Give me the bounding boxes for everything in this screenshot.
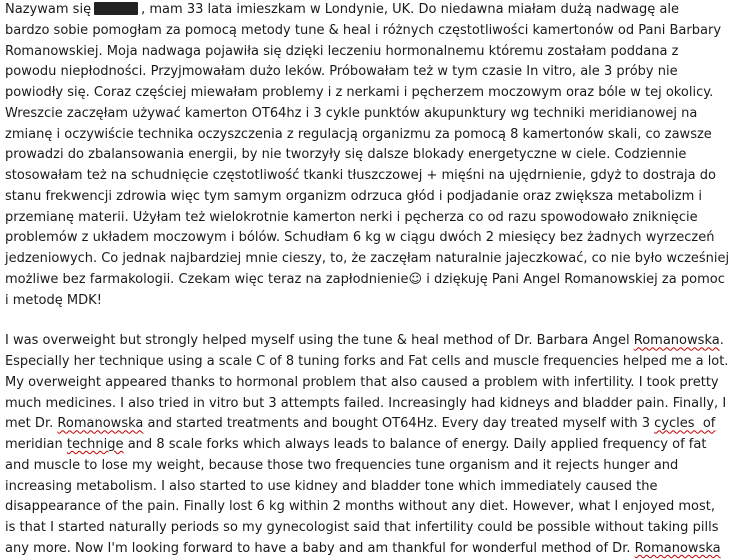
text-run: , mam 33 lata imieszkam w Londynie, UK. Do niedawna miałam dużą nadwagę ale [141, 2, 680, 17]
text-run: and started treatments and bought OT64Hz. Every day treated myself with 3 [143, 416, 655, 432]
text-line: Especially her technique using a scale C of 8 tuning forks and Fat cells and muscle frequencies helped me a lot. [5, 354, 729, 369]
text-line: prowadzi do zbalansowania energii, by nie tworzyły się dalsze blokady energetyczne w ciele. Codziennie [5, 147, 687, 163]
text-line: powodu niepłodności. Przyjmowałam dużo leków. Próbowałam też w tym czasie In vitro, ale 3 próby nie [5, 64, 678, 80]
polish-paragraph [5, 0, 732, 311]
text-line: disappearance of the pain. Finally lost 6 kg within 2 months without any diet. However, what I enjoyed most, [5, 499, 716, 515]
text-run: any more. Now I'm looking forward to have a baby and am thankful for wonderful method of Dr. [5, 540, 635, 556]
text-line: and muscle to lose my weight, because those two frequencies tune organism and it rejects hunger and [5, 457, 679, 473]
text-line [5, 414, 732, 435]
spellcheck-word: Romanowska [634, 540, 721, 556]
text-line: powiodły się. Coraz częściej miewałam problemy i z nerkami i pęcherzem moczowym oraz bóle w tej okolicy. [5, 85, 714, 100]
english-paragraph [5, 331, 732, 559]
text-line: jedzeniowych. Co jednak najbardziej mnie cieszy, to, że zaczęłam naturalnie jajeczkować, co nie było wcześniej [5, 251, 730, 266]
spellcheck-word: Romanowska [633, 333, 720, 349]
text-run: meridian [5, 437, 67, 452]
text-line: Wreszcie zaczęłam używać kamerton OT64hz i 3 cykle punktów akupunktury wg techniki meridianowej na [5, 105, 698, 121]
redacted-name [94, 2, 138, 15]
text-run: . [719, 333, 724, 349]
text-line: is that I started naturally periods so my gynecologist said that infertility could be possible without taking pills [5, 520, 719, 535]
text-line: much medicines. I also tried in vitro but 3 attempts failed. Increasingly had kidneys and bladder pain. Finally, I [5, 395, 727, 411]
spellcheck-word: technige [66, 437, 124, 452]
text-run: met Dr. [5, 416, 58, 432]
text-line: Romanowskiej. Moja nadwaga pojawiła się dzięki leczeniu hormonalnemu któremu zostałam poddana z [5, 43, 679, 59]
text-line [5, 0, 732, 21]
text-line: My overweight appeared thanks to hormonal problem that also caused a problem with infertility. I took pretty [5, 374, 719, 390]
text-line: zmianę i oczywiście technika oczyszczenia z regulacją organizmu za pomocą 8 kamertonów skali, co zawsze [5, 126, 712, 142]
document-body [5, 0, 732, 560]
text-line: bardzo sobie pomogłam za pomocą metody tune & heal i różnych częstotliwości kamertonów od Pani Barbary [5, 22, 722, 38]
text-run: and 8 scale forks which always leads to balance of energy. Daily applied frequency of fat [123, 437, 707, 452]
text-line [5, 435, 732, 456]
text-line: przemianę materii. Użyłam też wielokrotnie kamerton nerki i pęcherza co od razu spowodowało zniknięcie [5, 209, 698, 225]
text-run: Nazywam się [5, 2, 92, 17]
text-line: stanu frekwencji zdrowia więc tym samym organizm odrzuca głód i podjadanie oraz zwiększa metabolizm i [5, 188, 703, 204]
text-run: I was overweight but strongly helped myself using the tune & heal method of Dr. Barbara Angel [5, 333, 634, 349]
text-line [5, 539, 732, 560]
text-line: problemów z układem moczowym i bólów. Schudłam 6 kg w ciągu dwóch 2 miesięcy bez żadnych wyrzeczeń [5, 230, 715, 246]
text-line: stosowałam też na schudnięcie częstotliwość tkanki tłuszczowej + mięśni na ujędrnienie, gdyż to dostraja do [5, 168, 717, 183]
text-line: increasing metabolism. I also started to use kidney and bladder tone which immediately caused the [5, 478, 658, 494]
spellcheck-word: Romanowska [57, 416, 144, 432]
text-line: możliwe bez farmakologii. Czekam więc teraz na zapłodnienie☺ i dziękuję Pani Angel Romanowskiej za pomoc [5, 271, 725, 287]
spellcheck-word: cycles of [654, 416, 716, 432]
text-line: i metodę MDK! [5, 292, 102, 308]
paragraph-gap [5, 311, 732, 331]
text-line [5, 331, 732, 352]
